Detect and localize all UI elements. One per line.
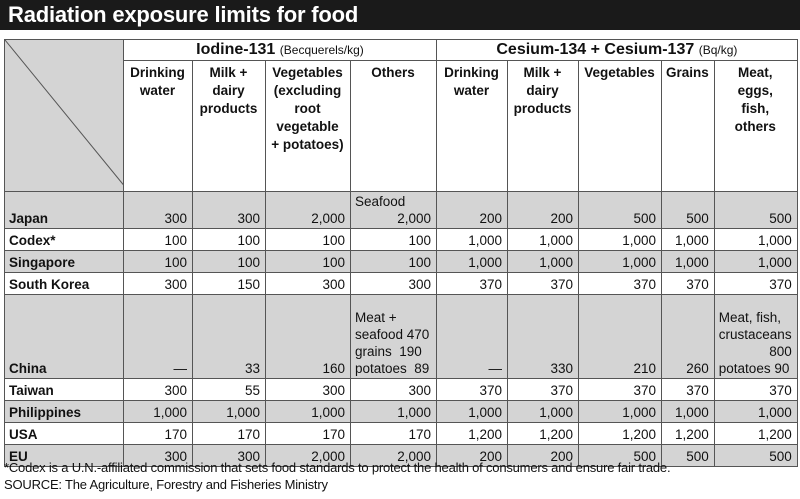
column-header-line: vegetable — [276, 119, 339, 134]
table-cell: 1,000 — [266, 401, 351, 423]
cell-line: Meat + — [355, 310, 397, 325]
table-cell: 1,000 — [437, 401, 508, 423]
table-cell: 300 — [266, 379, 351, 401]
table-row — [5, 192, 798, 229]
column-header — [714, 61, 797, 192]
table-cell: 300 — [124, 379, 193, 401]
table-cell: 170 — [193, 423, 266, 445]
column-header — [124, 61, 193, 192]
table-body — [5, 192, 798, 467]
column-header — [351, 61, 437, 192]
row-label: Philippines — [5, 401, 124, 423]
table-row — [5, 401, 798, 423]
table-cell: 1,000 — [662, 401, 715, 423]
page-title: Radiation exposure limits for food — [0, 0, 800, 30]
column-header-line: + potatoes) — [271, 137, 344, 152]
corner-diagonal — [5, 40, 124, 188]
group-unit: (Bq/kg) — [698, 43, 738, 57]
column-header-line: Grains — [666, 65, 709, 80]
table-cell: 500 — [714, 445, 797, 467]
column-header-line: eggs, — [737, 83, 773, 98]
row-label: Codex* — [5, 229, 124, 251]
table-row — [5, 379, 798, 401]
table-cell: 100 — [351, 251, 437, 273]
column-header-line: dairy — [526, 83, 559, 98]
table-cell: 370 — [437, 379, 508, 401]
table-cell: 1,200 — [437, 423, 508, 445]
table-cell: — — [124, 295, 193, 379]
table-cell — [714, 295, 797, 379]
table-cell: 170 — [124, 423, 193, 445]
cell-line: 800 — [769, 344, 792, 359]
row-label: EU — [5, 445, 124, 467]
table-cell: 370 — [662, 379, 715, 401]
table-cell: 2,000 — [351, 445, 437, 467]
table-cell: 1,000 — [714, 401, 797, 423]
table-cell: 1,000 — [351, 401, 437, 423]
table-cell: 1,000 — [714, 251, 797, 273]
table-cell: 1,000 — [508, 251, 579, 273]
table-cell: — — [437, 295, 508, 379]
table-cell: 100 — [124, 229, 193, 251]
table-cell: 300 — [266, 273, 351, 295]
group-header-cesium — [437, 40, 798, 61]
table-cell: 500 — [714, 192, 797, 229]
row-label: South Korea — [5, 273, 124, 295]
table-cell: 1,000 — [508, 229, 579, 251]
table-cell: 200 — [437, 445, 508, 467]
table-cell: 300 — [124, 445, 193, 467]
table-cell: 370 — [508, 379, 579, 401]
table-cell: 100 — [193, 251, 266, 273]
row-label: Singapore — [5, 251, 124, 273]
table-cell: 100 — [266, 251, 351, 273]
cell-line: Meat, fish, — [718, 310, 782, 325]
table-cell: 500 — [579, 445, 662, 467]
column-header-line: products — [199, 101, 258, 116]
table-cell: 370 — [508, 273, 579, 295]
table-cell: 1,000 — [579, 401, 662, 423]
table-cell: 330 — [508, 295, 579, 379]
table-cell: 1,000 — [124, 401, 193, 423]
table-cell: 1,000 — [437, 229, 508, 251]
column-header-line: fish, — [741, 101, 770, 116]
table-cell: 200 — [508, 192, 579, 229]
column-header-line: Milk + — [209, 65, 248, 80]
column-header-line: others — [734, 119, 776, 134]
table-cell: 200 — [508, 445, 579, 467]
corner-cell — [5, 40, 124, 192]
table-row — [5, 229, 798, 251]
table-cell: 2,000 — [266, 445, 351, 467]
table-cell: 210 — [579, 295, 662, 379]
row-label: Japan — [5, 192, 124, 229]
table-cell: 55 — [193, 379, 266, 401]
table-cell: 1,200 — [579, 423, 662, 445]
column-header-line: Drinking — [130, 65, 185, 80]
column-header-line: Milk + — [523, 65, 562, 80]
cell-line: grains 190 — [355, 344, 422, 359]
column-header-line: root — [294, 101, 321, 116]
table-cell: 300 — [124, 273, 193, 295]
table-row — [5, 251, 798, 273]
table-cell: 500 — [662, 192, 715, 229]
table-cell: 1,000 — [437, 251, 508, 273]
column-header-line: Vegetables — [584, 65, 655, 80]
column-header-line: water — [453, 83, 490, 98]
table-cell: 33 — [193, 295, 266, 379]
cell-line: seafood 470 — [355, 327, 430, 342]
table-row — [5, 273, 798, 295]
table-cell: 100 — [193, 229, 266, 251]
table-cell: 370 — [579, 273, 662, 295]
table-cell: 1,200 — [508, 423, 579, 445]
column-header-line: water — [139, 83, 176, 98]
group-name: Cesium-134 + Cesium-137 — [496, 41, 695, 58]
table-cell: 170 — [351, 423, 437, 445]
table-cell: 150 — [193, 273, 266, 295]
table-cell: 300 — [351, 379, 437, 401]
column-header — [579, 61, 662, 192]
table-cell: 1,200 — [662, 423, 715, 445]
group-unit: (Becquerels/kg) — [279, 43, 364, 57]
column-header — [508, 61, 579, 192]
table-cell: 1,000 — [508, 401, 579, 423]
table-cell: 1,000 — [662, 251, 715, 273]
table-cell: 100 — [266, 229, 351, 251]
table-cell: 1,000 — [662, 229, 715, 251]
footer — [4, 459, 800, 493]
table-cell: 1,000 — [579, 251, 662, 273]
table-cell: 300 — [124, 192, 193, 229]
exposure-limits-table — [4, 39, 798, 467]
table-cell: 500 — [662, 445, 715, 467]
table-cell — [351, 295, 437, 379]
table-cell: 300 — [193, 192, 266, 229]
column-header-line: (excluding — [273, 83, 342, 98]
table-cell: 370 — [714, 273, 797, 295]
column-header — [193, 61, 266, 192]
cell-line: potatoes 90 — [718, 361, 790, 376]
table-cell: 370 — [579, 379, 662, 401]
column-header-line: products — [513, 101, 572, 116]
column-header-line: Vegetables — [272, 65, 343, 80]
row-label: Taiwan — [5, 379, 124, 401]
cell-line: crustaceans — [718, 327, 792, 342]
source-note: SOURCE: The Agriculture, Forestry and Fisheries Ministry — [4, 477, 328, 492]
table-cell: 1,200 — [714, 423, 797, 445]
row-label: China — [5, 295, 124, 379]
table-row — [5, 423, 798, 445]
table-cell: 370 — [662, 273, 715, 295]
table-cell: 100 — [351, 229, 437, 251]
table-cell: 160 — [266, 295, 351, 379]
column-header — [266, 61, 351, 192]
table-cell: 2,000 — [266, 192, 351, 229]
table-cell: 100 — [124, 251, 193, 273]
table-cell: 370 — [437, 273, 508, 295]
cell-line: 2,000 — [397, 211, 431, 226]
table-row — [5, 295, 798, 379]
table-cell: 300 — [193, 445, 266, 467]
table-cell: 200 — [437, 192, 508, 229]
table-cell: 1,000 — [579, 229, 662, 251]
column-header-line: Meat, — [738, 65, 773, 80]
table-cell: 300 — [351, 273, 437, 295]
table-cell: 370 — [714, 379, 797, 401]
table-cell: 1,000 — [193, 401, 266, 423]
table-cell: 260 — [662, 295, 715, 379]
column-header — [662, 61, 715, 192]
table-cell: 500 — [579, 192, 662, 229]
table-cell: 170 — [266, 423, 351, 445]
column-header-line: Drinking — [444, 65, 499, 80]
column-header-line: Others — [371, 65, 415, 80]
group-header-iodine — [124, 40, 437, 61]
column-header-line: dairy — [212, 83, 245, 98]
cell-line: Seafood — [355, 194, 406, 209]
group-name: Iodine-131 — [196, 41, 276, 58]
table-cell: 1,000 — [714, 229, 797, 251]
column-header — [437, 61, 508, 192]
cell-line: potatoes 89 — [355, 361, 430, 376]
table-cell — [351, 192, 437, 229]
footnote: *Codex is a U.N.-affiliated commission that sets food standards to protect the health of consumers and ensure fair trade. — [4, 460, 671, 475]
row-label: USA — [5, 423, 124, 445]
